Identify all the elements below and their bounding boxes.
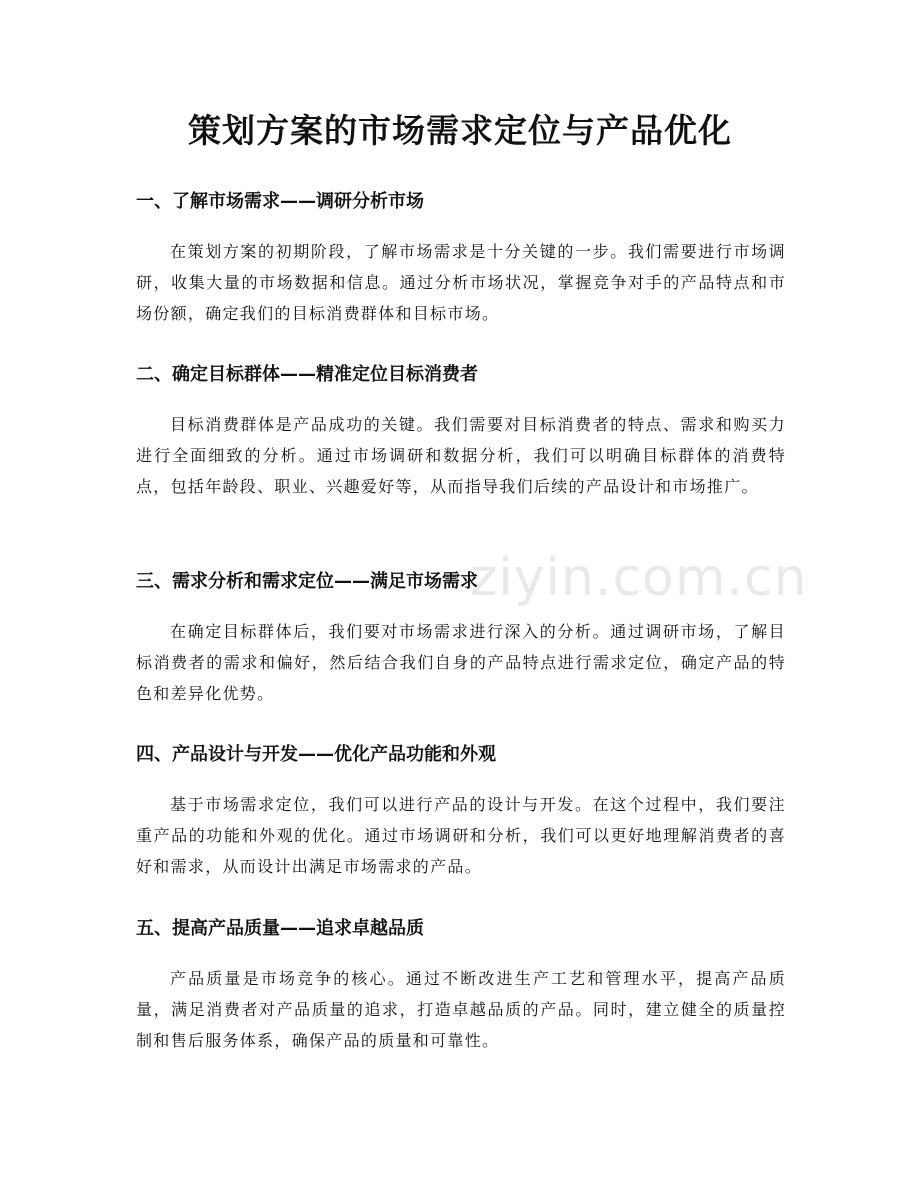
document-title: 策划方案的市场需求定位与产品优化 bbox=[188, 111, 732, 150]
section-5 bbox=[136, 917, 786, 1056]
section-paragraph: 基于市场需求定位，我们可以进行产品的设计与开发。在这个过程中，我们要注重产品的功能和外观的优化。通过市场调研和分析，我们可以更好地理解消费者的喜好和需求，从而设计出满足市场需求的产品。 bbox=[136, 795, 786, 876]
watermark-text: ziyin.com.cn bbox=[470, 548, 808, 608]
section-heading: 二、确定目标群体——精准定位目标消费者 bbox=[136, 364, 478, 385]
section-heading: 五、提高产品质量——追求卓越品质 bbox=[136, 918, 424, 939]
section-paragraph: 在确定目标群体后，我们要对市场需求进行深入的分析。通过调研市场，了解目标消费者的需求和偏好，然后结合我们自身的产品特点进行需求定位，确定产品的特色和差异化优势。 bbox=[136, 622, 786, 703]
section-paragraph: 在策划方案的初期阶段，了解市场需求是十分关键的一步。我们需要进行市场调研，收集大量的市场数据和信息。通过分析市场状况，掌握竞争对手的产品特点和市场份额，确定我们的目标消费群体和目标市场。 bbox=[136, 242, 786, 323]
section-paragraph: 目标消费群体是产品成功的关键。我们需要对目标消费者的特点、需求和购买力进行全面细致的分析。通过市场调研和数据分析，我们可以明确目标群体的消费特点，包括年龄段、职业、兴趣爱好等，从而指导我们后续的产品设计和市场推广。 bbox=[136, 415, 786, 496]
section-2 bbox=[136, 363, 786, 502]
section-heading: 四、产品设计与开发——优化产品功能和外观 bbox=[136, 744, 496, 765]
section-heading: 三、需求分析和需求定位——满足市场需求 bbox=[136, 571, 478, 592]
section-paragraph: 产品质量是市场竞争的核心。通过不断改进生产工艺和管理水平，提高产品质量，满足消费者对产品质量的追求，打造卓越品质的产品。同时，建立健全的质量控制和售后服务体系，确保产品的质量和可靠性。 bbox=[136, 969, 786, 1050]
section-3 bbox=[136, 570, 786, 709]
section-1 bbox=[136, 190, 786, 329]
section-4 bbox=[136, 743, 786, 882]
section-heading: 一、了解市场需求——调研分析市场 bbox=[136, 191, 424, 212]
